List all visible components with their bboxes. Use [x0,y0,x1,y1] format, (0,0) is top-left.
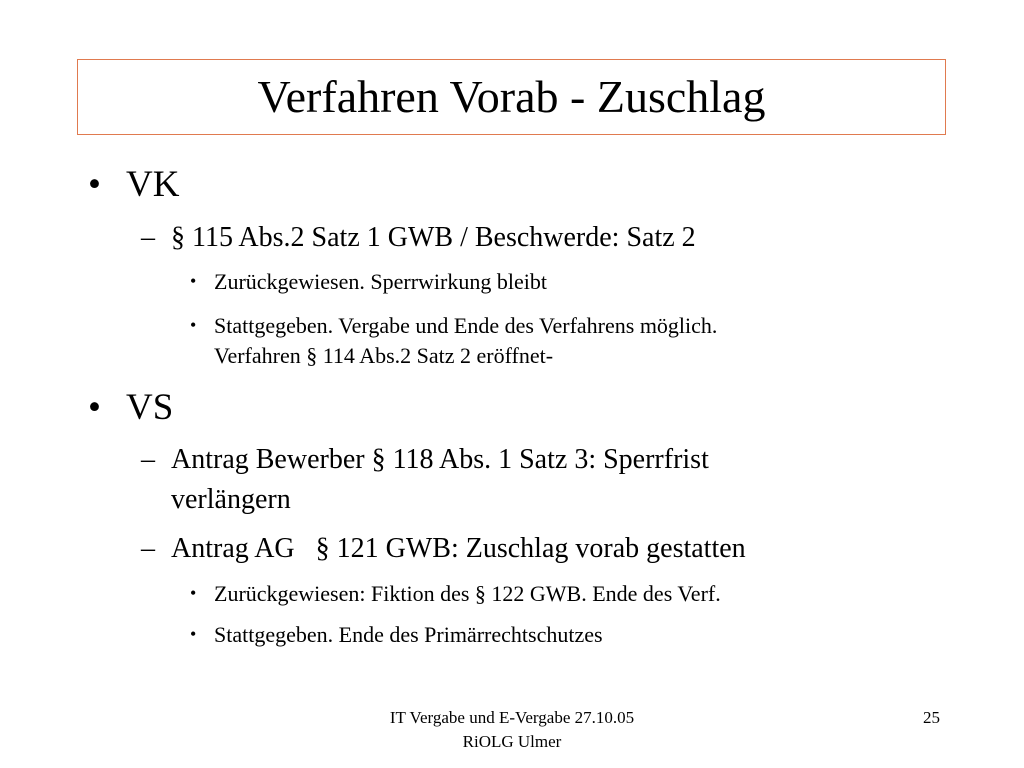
bullet-dot-icon: • [190,583,197,603]
sub-sub-bullet-text-line2: Verfahren § 114 Abs.2 Satz 2 eröffnet- [214,343,554,368]
footer-line-2: RiOLG Ulmer [462,732,562,751]
sub-sub-bullet-text-line1: Stattgegeben. Vergabe und Ende des Verfahrens möglich. [214,313,718,338]
dash-icon: – [141,222,155,253]
sub-bullet-text: Antrag AG § 121 GWB: Zuschlag vorab gestatten [171,533,746,564]
bullet-dot-icon: • [190,624,197,644]
slide-footer [0,706,1024,754]
sub-bullet-text: § 115 Abs.2 Satz 1 GWB / Beschwerde: Satz 2 [171,222,696,253]
footer-line-1: IT Vergabe und E-Vergabe 27.10.05 [389,708,635,727]
bullet-dot-icon: • [190,271,197,291]
dash-icon: – [141,444,155,475]
bullet-dot-icon: • [88,387,101,428]
slide-title: Verfahren Vorab - Zuschlag [257,71,766,122]
dash-icon: – [141,533,155,564]
bullet-dot-icon: • [88,164,101,205]
bullet-text: VS [126,387,174,428]
bullet-dot-icon: • [190,315,197,335]
sub-sub-bullet-text: Zurückgewiesen. Sperrwirkung bleibt [214,269,547,294]
sub-sub-bullet-text: Stattgegeben. Ende des Primärrechtschutzes [214,622,603,647]
bullet-text: VK [126,164,180,205]
page-number: 25 [923,708,940,727]
sub-sub-bullet-text: Zurückgewiesen: Fiktion des § 122 GWB. Ende des Verf. [214,581,721,606]
sub-bullet-text-line2: verlängern [171,484,291,515]
sub-bullet-text-line1: Antrag Bewerber § 118 Abs. 1 Satz 3: Sperrfrist [171,444,709,475]
